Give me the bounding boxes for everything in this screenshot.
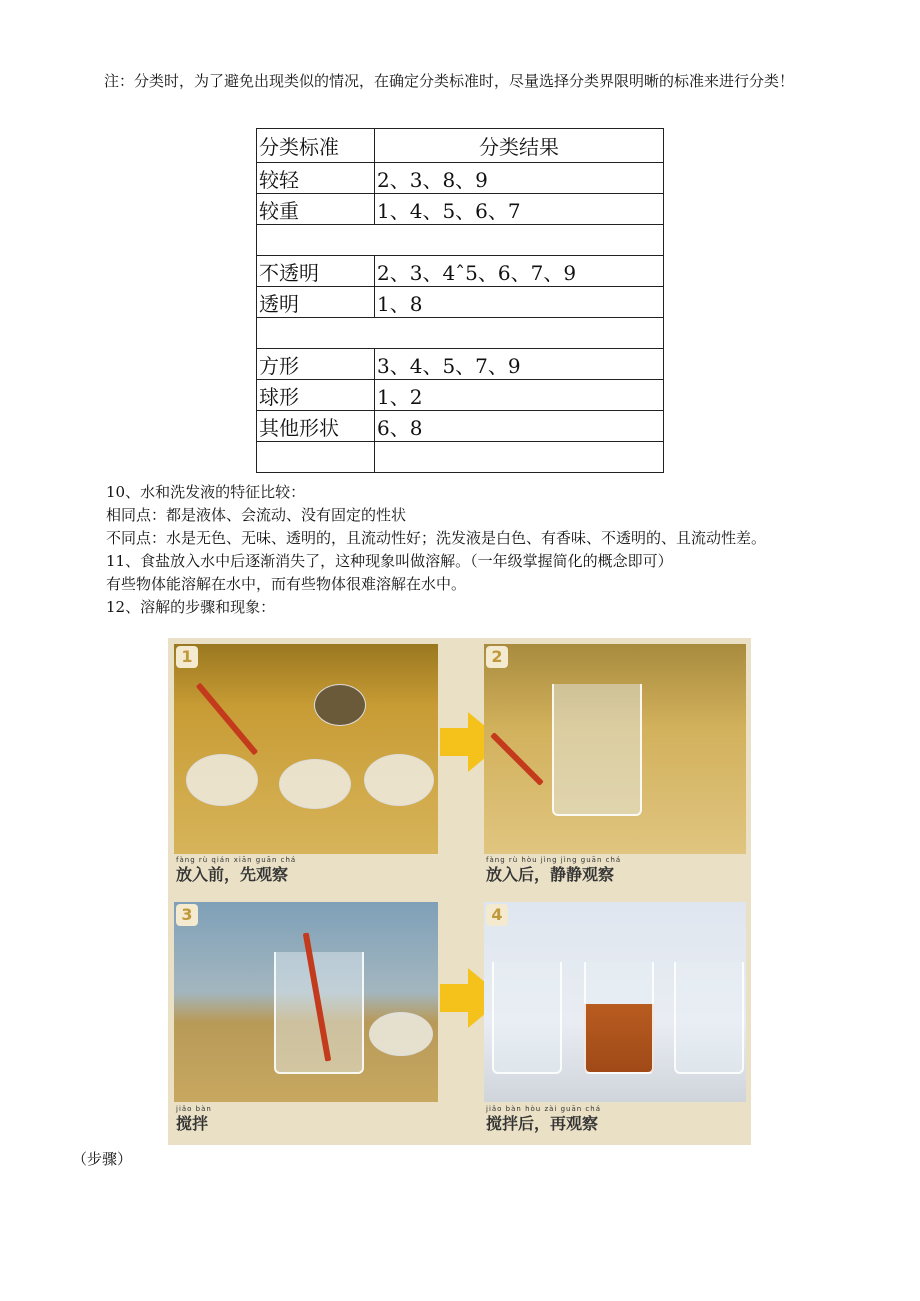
spacer-cell: [257, 225, 664, 256]
water-glass-icon: [552, 684, 642, 816]
panel-1-pinyin: fàng rù qián xiān guān chá: [176, 856, 297, 864]
table-row: [257, 256, 664, 287]
similarities-line: 相同点：都是液体、会流动、没有固定的性状: [106, 506, 407, 524]
cell-standard: [257, 442, 375, 473]
sugar-dish-icon: [279, 759, 351, 809]
cell-standard: 其他形状: [257, 411, 375, 442]
table-spacer-row: [257, 225, 664, 256]
item-10-heading: 10、水和洗发液的特征比较：: [106, 483, 306, 501]
table-header-row: [257, 129, 664, 163]
salt-dish-icon: [186, 754, 258, 806]
table-row: [257, 194, 664, 225]
cell-result: 2、3、8、9: [375, 163, 664, 194]
cell-standard: 透明: [257, 287, 375, 318]
cell-standard: 较轻: [257, 163, 375, 194]
item-11-line: 11、食盐放入水中后逐渐消失了，这种现象叫做溶解。（一年级掌握简化的概念即可）: [106, 552, 673, 570]
panel-number: 4: [486, 904, 508, 926]
panel-number: 1: [176, 646, 198, 668]
panel-3-caption: [176, 1105, 212, 1134]
cell-standard: 球形: [257, 380, 375, 411]
cell-standard: 较重: [257, 194, 375, 225]
salt-dish-icon: [369, 1012, 433, 1056]
panel-1-caption: [176, 856, 296, 885]
dissolving-steps-figure: [168, 638, 751, 1145]
panel-4-caption-text: 搅拌后，再观察: [486, 1114, 599, 1133]
cell-result: 1、2: [375, 380, 664, 411]
panel-2-caption: [486, 856, 621, 885]
steps-label: （步骤）: [72, 1150, 133, 1168]
item-12-heading: 12、溶解的步骤和现象：: [106, 598, 276, 616]
differences-line: 不同点：水是无色、无味、透明的，且流动性好；洗发液是白色、有香味、不透明的、且流动性差。: [106, 529, 767, 547]
panel-3-pinyin: jiǎo bàn: [176, 1105, 212, 1113]
table-row: [257, 442, 664, 473]
cell-result: [375, 442, 664, 473]
cell-result: 1、8: [375, 287, 664, 318]
table-row: [257, 287, 664, 318]
stone-dish-icon: [364, 754, 434, 806]
cell-result: 6、8: [375, 411, 664, 442]
clear-glass-icon: [492, 962, 562, 1074]
panel-3-stir: [174, 902, 438, 1102]
sugar-water-glass-icon: [584, 962, 654, 1074]
solubility-line: 有些物体能溶解在水中，而有些物体很难溶解在水中。: [106, 575, 467, 593]
panel-2-pinyin: fàng rù hòu jìng jìng guān chá: [486, 856, 622, 864]
cell-standard: 方形: [257, 349, 375, 380]
note-paragraph: 注：分类时，为了避免出现类似的情况，在确定分类标准时，尽量选择分类界限明晰的标准来进行分类！: [104, 72, 795, 90]
table-spacer-row: [257, 318, 664, 349]
table-row: [257, 380, 664, 411]
cell-standard: 不透明: [257, 256, 375, 287]
cell-result: 1、4、5、6、7: [375, 194, 664, 225]
panel-4-pinyin: jiǎo bàn hòu zài guān chá: [486, 1105, 602, 1113]
table-row: [257, 349, 664, 380]
panel-number: 2: [486, 646, 508, 668]
classification-table: [256, 128, 664, 473]
chopstick-icon: [196, 683, 258, 756]
panel-2-caption-text: 放入后，静静观察: [486, 865, 615, 884]
cell-result: 2、3、4ˆ5、6、7、9: [375, 256, 664, 287]
spoon-icon: [314, 684, 366, 726]
table-row: [257, 411, 664, 442]
panel-1-caption-text: 放入前，先观察: [176, 865, 289, 884]
panel-1-before: [174, 644, 438, 854]
panel-4-observe: [484, 902, 746, 1102]
panel-4-caption: [486, 1105, 601, 1134]
cell-result: 3、4、5、7、9: [375, 349, 664, 380]
table-header-result: 分类结果: [375, 129, 664, 163]
spacer-cell: [257, 318, 664, 349]
stone-glass-icon: [674, 962, 744, 1074]
table-header-standard: 分类标准: [257, 129, 375, 163]
panel-3-caption-text: 搅拌: [176, 1114, 209, 1133]
table-row: [257, 163, 664, 194]
panel-2-after: [484, 644, 746, 854]
panel-number: 3: [176, 904, 198, 926]
chopstick-icon: [490, 732, 544, 786]
